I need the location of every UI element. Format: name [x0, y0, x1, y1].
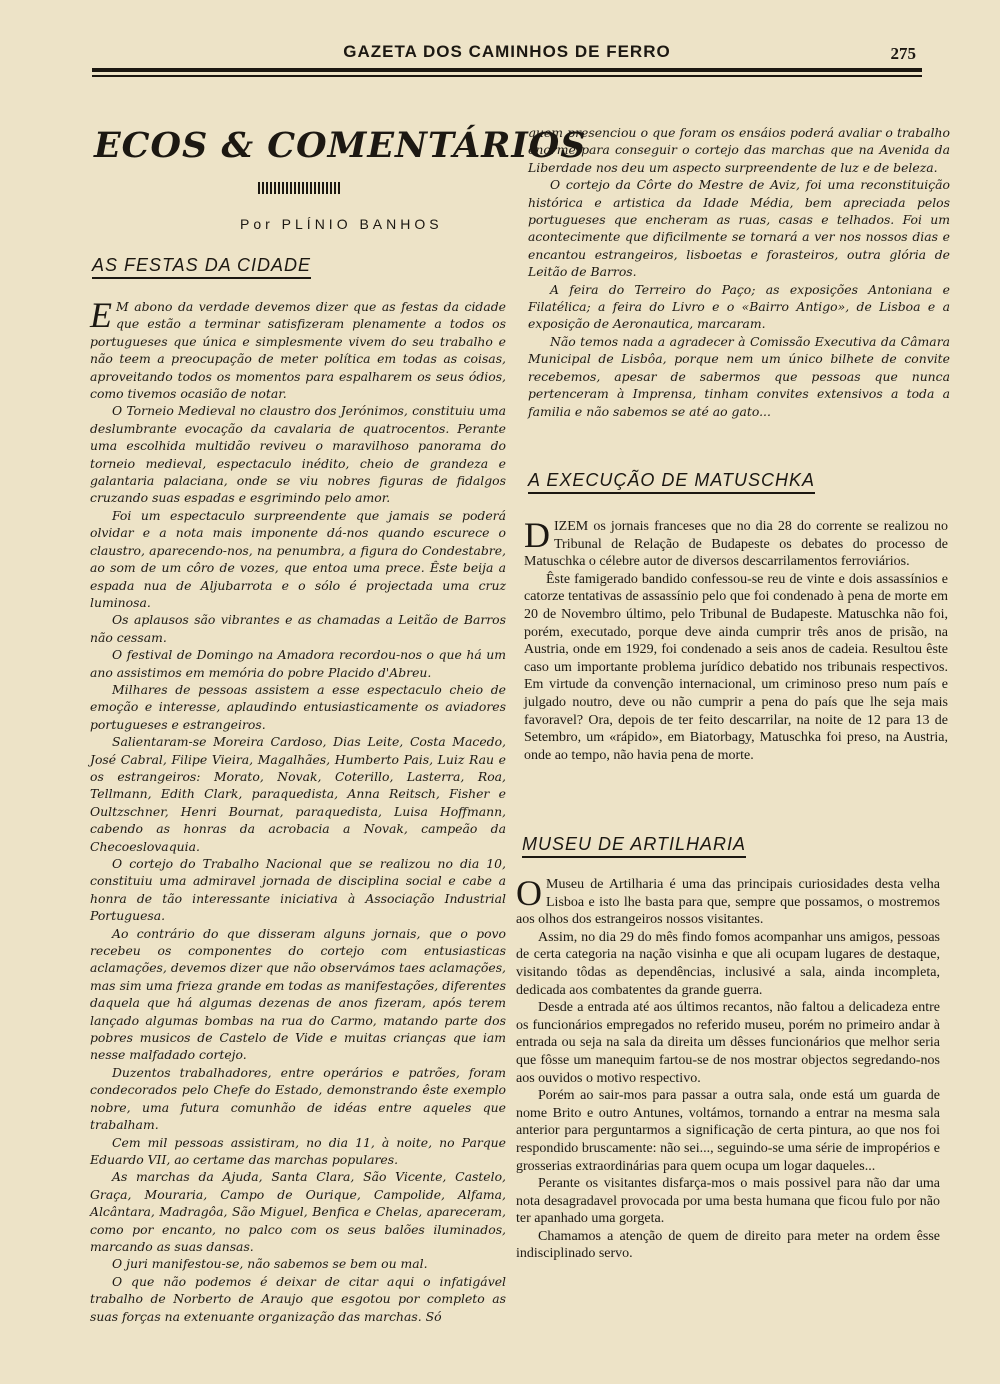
section-body-festas: [90, 295, 506, 1325]
article-byline: Por PLÍNIO BANHOS: [240, 216, 443, 232]
paragraph: Milhares de pessoas assistem a esse espectaculo cheio de emoção e interesse, aplaudindo entusiasticamente os aviadores portugueses e estrangeiros.: [90, 681, 506, 732]
paragraph: O que não podemos é deixar de citar aqui o infatigável trabalho de Norberto de Araujo que esgotou por completo as suas forças na extenuante organização das marchas. Só: [90, 1273, 506, 1324]
paragraph: Duzentos trabalhadores, entre operários e patrões, foram condecorados pelo Chefe do Estado, demonstrando êste exemplo nobre, uma futura comunhão de idéas entre aqueles que trabalham.: [90, 1064, 506, 1133]
paragraph: DIZEM os jornais franceses que no dia 28 do corrente se realizou no Tribunal de Relação de Budapeste os debates do processo de Matuschka o célebre autor de diversos descarrilamentos ferroviários.: [524, 515, 948, 570]
paragraph: Foi um espectaculo surpreendente que jamais se poderá olvidar e a nota mais imponente dá-nos quando escurece o claustro, aparecendo-nos, na penumbra, a figura do Condestabre, ao som de um côro de vozes, que entoa uma prece. Êste beija a espada nua de Aljubarrota e o sólo é projectada uma cruz luminosa.: [90, 507, 506, 610]
drop-cap: D: [524, 515, 550, 555]
section-continuation-festas: [528, 124, 950, 420]
paragraph: Êste famigerado bandido confessou-se reu de vinte e dois assassínios e catorze tentativas de assassínio pelo que foi condenado à pena de morte em 20 de Novembro último, pelo Tribunal de Budapeste. Matuschka não foi, porém, executado, porque deve ainda cumprir três anos de prisão, na Austria, onde em 1929, foi condenado a seis anos de cadeia. Resultou êste caso um importante problema jurídico debatido nos tribunais respectivos. Em virtude da convenção internacional, um criminoso preso num país e julgado noutro, deve ou não cumprir a pena do país que lhe seja mais favoravel? Ora, depois de ter feito descarrilar, na noite de 12 para 13 de Setembro, um «rápido», em Biatorbagy, Matuschka foi preso, na Austria, onde ao tempo, não havia pena de morte.: [524, 571, 948, 763]
page-header: [92, 38, 922, 78]
paragraph: Não temos nada a agradecer à Comissão Executiva da Câmara Municipal de Lisbôa, porque nem um único bilhete de convite recebemos, apesar de sabermos que pessoas que nunca pertenceram à Imprensa, tinham convites extensivos a toda a familia e não sabemos se até ao gato...: [528, 333, 950, 419]
paragraph: Porém ao sair-mos para passar a outra sala, onde está um guarda de nome Brito e outro Antunes, voltámos, tornando a entrar na mesma sala anterior para perguntarmos a significação de certa pintura, ao que nos foi respondido bruscamente: não sei..., seguindo-se uma série de impropérios e grosserias extraordinárias para quem ocupa um logar daqueles...: [516, 1088, 940, 1174]
page-number: 275: [890, 44, 916, 63]
section-heading-matuschka: A EXECUÇÃO DE MATUSCHKA: [528, 470, 815, 494]
title-ornament: [258, 182, 342, 194]
paragraph: As marchas da Ajuda, Santa Clara, São Vicente, Castelo, Graça, Mouraria, Campo de Ourique, Campolide, Alfama, Alcântara, Madragôa, São Miguel, Benfica e Chelas, apareceram, como por encanto, no palco com os seus balões iluminados, marcando as suas dansas.: [90, 1169, 506, 1254]
paragraph: O cortejo do Trabalho Nacional que se realizou no dia 10, constituiu uma admiravel jornada de disciplina social e cabe a honra de tão interessante iniciativa à Associação Industrial Portuguesa.: [90, 856, 506, 924]
header-rule-thick: [92, 68, 922, 72]
paragraph: Cem mil pessoas assistiram, no dia 11, à noite, no Parque Eduardo VII, ao certame das marchas populares.: [90, 1134, 506, 1167]
article-title: ECOS & COMENTÁRIOS: [94, 125, 587, 166]
paragraph: Assim, no dia 29 do mês findo fomos acompanhar uns amigos, pessoas de certa categoria na nação visinha e que ali ocupam lugares de destaque, visitando tôdas as dependências, inclusivé a sala, ainda incompleta, dedicada aos combatentes da grande guerra.: [516, 929, 940, 998]
paragraph: O juri manifestou-se, não sabemos se bem ou mal.: [112, 1256, 428, 1272]
paragraph: Chamamos a atenção de quem de direito para meter na ordem êsse indisciplinado servo.: [516, 1228, 940, 1262]
paragraph: Ao contrário do que disseram alguns jornais, que o povo recebeu os componentes do cortejo com entusiasticas aclamações, devemos dizer que não observámos taes aclamações, mas sim uma frieza grande em todas as manifestações, diferentes daquela que há algumas dezenas de anos fizeram, após terem lançado algumas bombas na rua do Carmo, matando parte dos pobres musicos de Castelo de Vide e muitas crianças que iam nesse malfadado cortejo.: [90, 925, 506, 1063]
paragraph: A feira do Terreiro do Paço; as exposições Antoniana e Filatélica; a feira do Livro e o «Bairro Antigo», de Lisboa e a exposição de Aeronautica, marcaram.: [528, 281, 950, 332]
paragraph: Desde a entrada até aos últimos recantos, não faltou a delicadeza entre os funcionários empregados no referido museu, porém no primeiro andar à entrada ou seja na sala da direita um dêsses funcionários que melhor seria que fôsse um manequim fartou-se de nos mostrar objectos segredando-nos aos ouvidos o motivo respectivo.: [516, 1000, 940, 1086]
paragraph: Salientaram-se Moreira Cardoso, Dias Leite, Costa Macedo, José Cabral, Filipe Vieira, Magalhães, Humberto Pais, Luiz Rau e os estrangeiros: Morato, Novak, Coterillo, Lasterra, Roa, Tellmann, Edith Clark, paraquedista, Anna Reitsch, Fisher e Oultzschner, Henri Bournat, paraquedista, Luisa Hoffmann, cabendo as honras da acrobacia a Novak, campeão da Checoeslovaquia.: [90, 734, 506, 854]
paragraph: quem presenciou o que foram os ensáios poderá avaliar o trabalho enorme para conseguir o cortejo das marchas que na Avenida da Liberdade nos deu um aspecto surpreendente de luz e de beleza.: [528, 125, 950, 175]
paragraph: O festival de Domingo na Amadora recordou-nos o que há um ano assistimos em memória do pobre Placido d'Abreu.: [90, 647, 506, 680]
section-heading-festas: AS FESTAS DA CIDADE: [92, 255, 311, 279]
drop-cap: E: [90, 295, 112, 335]
paragraph: O cortejo da Côrte do Mestre de Aviz, foi uma reconstituição histórica e artistica da Idade Média, bem apreciada pelos portugueses que encheram as ruas, casas e telhados. Foi um acontecimente que dificilmente se tornará a ver nos nossos dias e encantou estrangeiros, lisboetas e forasteiros, outra glória de Leitão de Barros.: [528, 177, 950, 280]
paragraph: Perante os visitantes disfarça-mos o mais possivel para não dar uma nota desagradavel provocada por uma besta humana que ficou fulo por não ter apanhado uma gorgeta.: [516, 1176, 940, 1227]
publication-title: GAZETA DOS CAMINHOS DE FERRO: [343, 42, 671, 61]
section-body-museu: [516, 873, 940, 1263]
drop-cap: O: [516, 873, 542, 913]
paragraph: O Museu de Artilharia é uma das principais curiosidades desta velha Lisboa e isto lhe basta para que, sempre que possamos, o mostremos aos olhos dos estrangeiros nossos visitantes.: [516, 873, 940, 928]
section-body-matuschka: [524, 515, 948, 764]
header-rule-thin: [92, 75, 922, 77]
section-heading-museu: MUSEU DE ARTILHARIA: [522, 834, 746, 858]
paragraph: O Torneio Medieval no claustro dos Jerónimos, constituiu uma deslumbrante evocação da cavalaria de quatrocentos. Perante uma escolhida multidão reviveu o maravilhoso panorama do torneio medieval, espectaculo inédito, cheio de grandeza e galantaria palaciana, onde se viu nobres figuras de fidalgos cruzando suas espadas e esgrimindo pelo amor.: [90, 403, 506, 506]
paragraph: Os aplausos são vibrantes e as chamadas a Leitão de Barros não cessam.: [90, 612, 506, 645]
paragraph: E M abono da verdade devemos dizer que as festas da cidade que estão a terminar satisfizeram plenamente a todos os portugueses que única e simplesmente vivem do seu trabalho e não teem a preocupação de meter política em todas as coisas, aproveitando todos os momentos para espalharem os seus ódios, como tivemos ocasião de notar.: [90, 295, 506, 402]
